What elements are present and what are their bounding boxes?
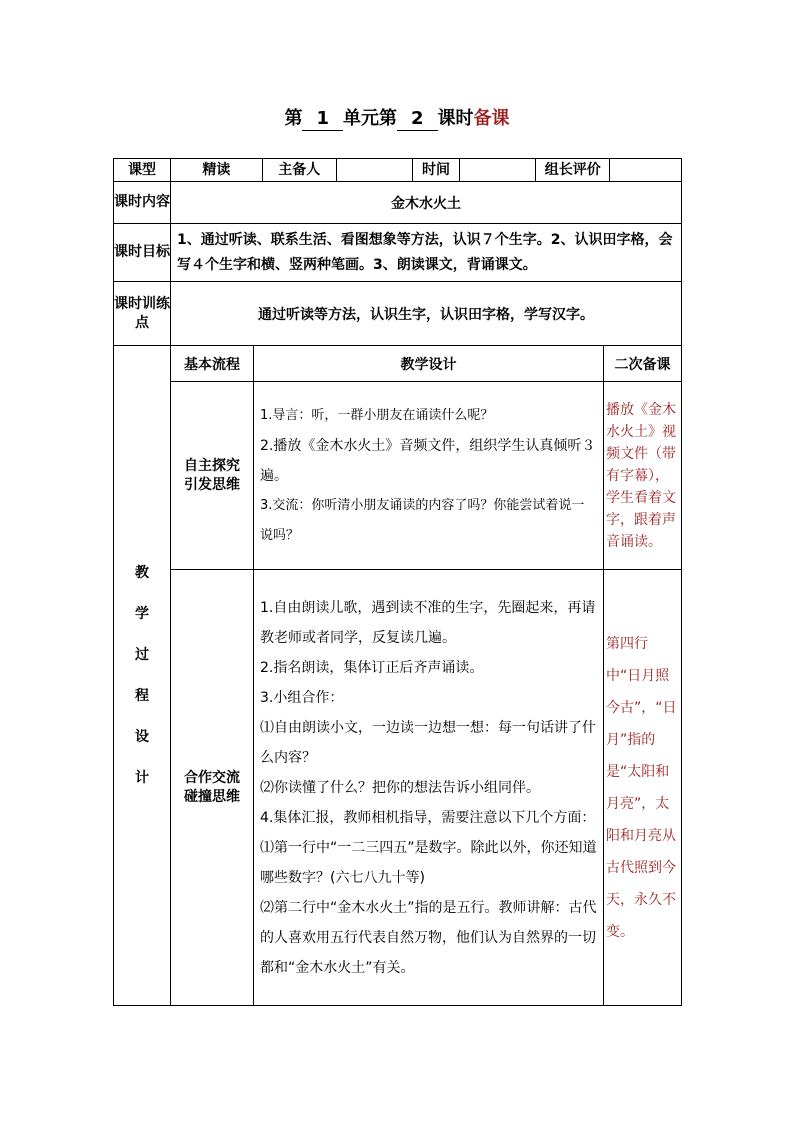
goals-value: 1、通过听读、联系生活、看图想象等方法，认识７个生字。2、认识田字格，会写４个生字和横、竖两种笔画。3、朗读课文，背诵课文。 bbox=[171, 224, 682, 282]
side-char: 学 bbox=[135, 605, 149, 622]
title-suffix: 课时 bbox=[437, 108, 474, 129]
section-1-design bbox=[254, 382, 604, 570]
col-flow-header: 基本流程 bbox=[171, 346, 254, 382]
col-second-header: 二次备课 bbox=[604, 346, 682, 382]
section-2-note: 第四行中“日月照今古”，“日月”指的是“太阳和月亮”，太阳和月亮从古代照到今天，永久不变。 bbox=[604, 570, 682, 1006]
title-lesson-number: 2 bbox=[397, 108, 438, 131]
goals-label: 课时目标 bbox=[114, 224, 171, 282]
time-value[interactable] bbox=[460, 159, 536, 181]
design-line: 4.集体汇报，教师相机指导，需要注意以下几个方面： bbox=[260, 809, 596, 826]
design-line: 2.播放《金木水火土》音频文件，组织学生认真倾听３遍。 bbox=[260, 437, 596, 484]
time-label: 时间 bbox=[413, 159, 461, 181]
section-1-name: 自主探究引发思维 bbox=[171, 382, 254, 570]
content-row bbox=[114, 182, 682, 224]
title-mid: 单元第 bbox=[343, 108, 397, 129]
design-line: ⑴自由朗读小文，一边读一边想一想：每一句话讲了什么内容？ bbox=[260, 719, 596, 766]
design-line: ⑵第二行中“金木水火土”指的是五行。教师讲解：古代的人喜欢用五行代表自然万物，他们认为自然界的一切都和“金木水火土”有关。 bbox=[260, 899, 597, 976]
design-line: 2.指名朗读，集体订正后齐声诵读。 bbox=[260, 659, 484, 676]
design-line: 1.导言：听，一群小朋友在诵读什么呢？ bbox=[260, 407, 494, 423]
preparer-label: 主备人 bbox=[263, 159, 337, 181]
process-side-label bbox=[114, 346, 171, 1006]
title-unit-number: 1 bbox=[302, 108, 343, 131]
title-suffix-red: 备课 bbox=[473, 108, 510, 129]
review-label: 组长评价 bbox=[536, 159, 610, 181]
training-value: 通过听读等方法，认识生字，认识田字格，学写汉字。 bbox=[171, 282, 682, 346]
side-char: 计 bbox=[135, 769, 149, 786]
header-row bbox=[114, 159, 682, 182]
design-line: ⑵你读懂了什么？把你的想法告诉小组同伴。 bbox=[260, 779, 540, 796]
side-char: 程 bbox=[135, 687, 149, 704]
type-label: 课型 bbox=[114, 159, 171, 182]
section-1-note: 播放《金木水火土》视频文件（带有字幕），学生看着文字，跟着声音诵读。 bbox=[604, 382, 682, 570]
content-value: 金木水火土 bbox=[171, 182, 682, 224]
lesson-plan-table bbox=[113, 158, 682, 1006]
design-line: 1.自由朗读儿歌，遇到读不准的生字，先圈起来，再请教老师或者同学，反复读几遍。 bbox=[260, 599, 596, 646]
section-2-design bbox=[254, 570, 604, 1006]
title-prefix: 第 bbox=[284, 108, 303, 129]
training-label: 课时训练点 bbox=[114, 282, 171, 346]
section-1-row bbox=[114, 382, 682, 570]
side-char: 设 bbox=[135, 728, 149, 745]
header-fields bbox=[171, 159, 682, 182]
process-header-row bbox=[114, 346, 682, 382]
side-char: 教 bbox=[135, 564, 149, 581]
type-value: 精读 bbox=[171, 159, 263, 181]
review-value[interactable] bbox=[610, 159, 681, 181]
page-title bbox=[0, 104, 794, 131]
section-2-name: 合作交流碰撞思维 bbox=[171, 570, 254, 1006]
side-char: 过 bbox=[135, 646, 149, 663]
design-line: 3.小组合作： bbox=[260, 689, 344, 706]
goals-row bbox=[114, 224, 682, 282]
section-2-row bbox=[114, 570, 682, 1006]
preparer-value[interactable] bbox=[337, 159, 413, 181]
design-line: 3.交流：你听清小朋友诵读的内容了吗？你能尝试着说一说吗？ bbox=[260, 497, 585, 543]
col-design-header: 教学设计 bbox=[254, 346, 604, 382]
design-line: ⑴第一行中“一二三四五”是数字。除此以外，你还知道哪些数字？(六七八九十等) bbox=[260, 839, 597, 886]
content-label: 课时内容 bbox=[114, 182, 171, 224]
training-row bbox=[114, 282, 682, 346]
